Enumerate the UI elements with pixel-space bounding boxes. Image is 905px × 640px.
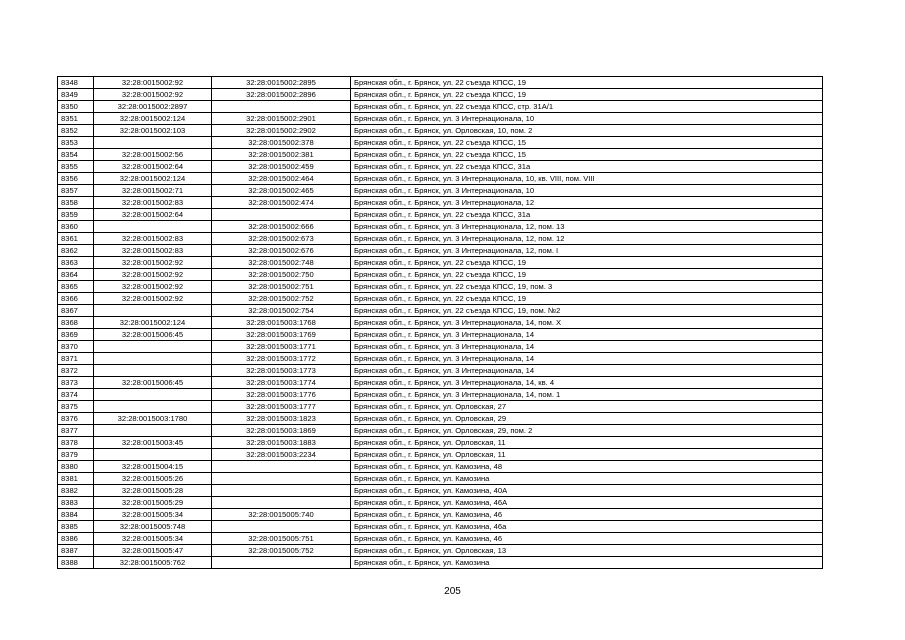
- address-cell: Брянская обл., г. Брянск, ул. 22 съезда КПСС, 31а: [351, 161, 823, 173]
- row-number-cell: 8359: [58, 209, 94, 221]
- cadastral-number-cell: 32:28:0015002:103: [94, 125, 212, 137]
- row-number-cell: 8382: [58, 485, 94, 497]
- address-cell: Брянская обл., г. Брянск, ул. Камозина: [351, 557, 823, 569]
- row-number-cell: 8380: [58, 461, 94, 473]
- address-cell: Брянская обл., г. Брянск, ул. Камозина, 46а: [351, 521, 823, 533]
- address-cell: Брянская обл., г. Брянск, ул. 22 съезда КПСС, 19, пом. 3: [351, 281, 823, 293]
- table-row: [58, 377, 823, 389]
- cadastral-number-cell: 32:28:0015003:45: [94, 437, 212, 449]
- address-cell: Брянская обл., г. Брянск, ул. Орловская, 27: [351, 401, 823, 413]
- table-row: [58, 329, 823, 341]
- address-cell: Брянская обл., г. Брянск, ул. 22 съезда КПСС, 31а: [351, 209, 823, 221]
- row-number-cell: 8383: [58, 497, 94, 509]
- object-cadastral-number-cell: [212, 497, 351, 509]
- table-row: [58, 533, 823, 545]
- object-cadastral-number-cell: 32:28:0015002:464: [212, 173, 351, 185]
- cadastral-number-cell: 32:28:0015005:34: [94, 509, 212, 521]
- row-number-cell: 8366: [58, 293, 94, 305]
- object-cadastral-number-cell: 32:28:0015002:474: [212, 197, 351, 209]
- table-row: [58, 173, 823, 185]
- table-row: [58, 161, 823, 173]
- table-row: [58, 413, 823, 425]
- address-cell: Брянская обл., г. Брянск, ул. 22 съезда КПСС, 19: [351, 257, 823, 269]
- address-cell: Брянская обл., г. Брянск, ул. Камозина, 48: [351, 461, 823, 473]
- table-row: [58, 149, 823, 161]
- table-row: [58, 353, 823, 365]
- row-number-cell: 8361: [58, 233, 94, 245]
- object-cadastral-number-cell: 32:28:0015003:1823: [212, 413, 351, 425]
- table-row: [58, 365, 823, 377]
- cadastral-number-cell: 32:28:0015002:71: [94, 185, 212, 197]
- table-row: [58, 389, 823, 401]
- row-number-cell: 8386: [58, 533, 94, 545]
- table-row: [58, 101, 823, 113]
- registry-table: [57, 76, 823, 569]
- address-cell: Брянская обл., г. Брянск, ул. 3 Интернационала, 12, пом. 12: [351, 233, 823, 245]
- table-row: [58, 89, 823, 101]
- cadastral-number-cell: [94, 389, 212, 401]
- address-cell: Брянская обл., г. Брянск, ул. 22 съезда КПСС, 15: [351, 137, 823, 149]
- row-number-cell: 8367: [58, 305, 94, 317]
- row-number-cell: 8373: [58, 377, 94, 389]
- table-row: [58, 461, 823, 473]
- cadastral-number-cell: 32:28:0015002:83: [94, 233, 212, 245]
- row-number-cell: 8363: [58, 257, 94, 269]
- table-row: [58, 473, 823, 485]
- row-number-cell: 8357: [58, 185, 94, 197]
- table-row: [58, 521, 823, 533]
- object-cadastral-number-cell: 32:28:0015003:2234: [212, 449, 351, 461]
- row-number-cell: 8352: [58, 125, 94, 137]
- address-cell: Брянская обл., г. Брянск, ул. Орловская, 13: [351, 545, 823, 557]
- table-row: [58, 257, 823, 269]
- address-cell: Брянская обл., г. Брянск, ул. Орловская, 29: [351, 413, 823, 425]
- row-number-cell: 8360: [58, 221, 94, 233]
- object-cadastral-number-cell: 32:28:0015002:751: [212, 281, 351, 293]
- table-row: [58, 341, 823, 353]
- row-number-cell: 8350: [58, 101, 94, 113]
- cadastral-number-cell: 32:28:0015006:45: [94, 329, 212, 341]
- object-cadastral-number-cell: 32:28:0015002:752: [212, 293, 351, 305]
- row-number-cell: 8355: [58, 161, 94, 173]
- cadastral-number-cell: 32:28:0015002:124: [94, 113, 212, 125]
- object-cadastral-number-cell: [212, 461, 351, 473]
- cadastral-number-cell: 32:28:0015002:56: [94, 149, 212, 161]
- object-cadastral-number-cell: 32:28:0015003:1777: [212, 401, 351, 413]
- table-row: [58, 77, 823, 89]
- cadastral-number-cell: 32:28:0015005:47: [94, 545, 212, 557]
- row-number-cell: 8351: [58, 113, 94, 125]
- cadastral-number-cell: 32:28:0015002:83: [94, 245, 212, 257]
- object-cadastral-number-cell: 32:28:0015003:1768: [212, 317, 351, 329]
- address-cell: Брянская обл., г. Брянск, ул. 3 Интернационала, 12: [351, 197, 823, 209]
- object-cadastral-number-cell: 32:28:0015005:752: [212, 545, 351, 557]
- table-row: [58, 125, 823, 137]
- table-row: [58, 269, 823, 281]
- row-number-cell: 8368: [58, 317, 94, 329]
- table-row: [58, 197, 823, 209]
- cadastral-number-cell: 32:28:0015002:92: [94, 77, 212, 89]
- table-row: [58, 485, 823, 497]
- row-number-cell: 8358: [58, 197, 94, 209]
- table-row: [58, 557, 823, 569]
- object-cadastral-number-cell: [212, 557, 351, 569]
- object-cadastral-number-cell: 32:28:0015002:2901: [212, 113, 351, 125]
- table-row: [58, 437, 823, 449]
- row-number-cell: 8365: [58, 281, 94, 293]
- cadastral-number-cell: [94, 305, 212, 317]
- cadastral-number-cell: 32:28:0015002:2897: [94, 101, 212, 113]
- object-cadastral-number-cell: 32:28:0015003:1773: [212, 365, 351, 377]
- row-number-cell: 8375: [58, 401, 94, 413]
- row-number-cell: 8374: [58, 389, 94, 401]
- cadastral-number-cell: 32:28:0015004:15: [94, 461, 212, 473]
- row-number-cell: 8376: [58, 413, 94, 425]
- table-row: [58, 425, 823, 437]
- row-number-cell: 8370: [58, 341, 94, 353]
- cadastral-number-cell: 32:28:0015002:92: [94, 257, 212, 269]
- object-cadastral-number-cell: 32:28:0015002:748: [212, 257, 351, 269]
- cadastral-number-cell: [94, 425, 212, 437]
- address-cell: Брянская обл., г. Брянск, ул. Камозина: [351, 473, 823, 485]
- object-cadastral-number-cell: 32:28:0015003:1774: [212, 377, 351, 389]
- row-number-cell: 8381: [58, 473, 94, 485]
- table-row: [58, 509, 823, 521]
- cadastral-number-cell: 32:28:0015003:1780: [94, 413, 212, 425]
- object-cadastral-number-cell: 32:28:0015003:1771: [212, 341, 351, 353]
- row-number-cell: 8378: [58, 437, 94, 449]
- address-cell: Брянская обл., г. Брянск, ул. Камозина, 40А: [351, 485, 823, 497]
- row-number-cell: 8387: [58, 545, 94, 557]
- table-row: [58, 221, 823, 233]
- address-cell: Брянская обл., г. Брянск, ул. Камозина, 46: [351, 533, 823, 545]
- cadastral-number-cell: [94, 353, 212, 365]
- address-cell: Брянская обл., г. Брянск, ул. 22 съезда КПСС, 19: [351, 77, 823, 89]
- table-row: [58, 305, 823, 317]
- table-row: [58, 317, 823, 329]
- address-cell: Брянская обл., г. Брянск, ул. 3 Интернационала, 12, пом. 13: [351, 221, 823, 233]
- address-cell: Брянская обл., г. Брянск, ул. 22 съезда КПСС, 19, пом. №2: [351, 305, 823, 317]
- cadastral-number-cell: 32:28:0015005:29: [94, 497, 212, 509]
- object-cadastral-number-cell: 32:28:0015002:378: [212, 137, 351, 149]
- row-number-cell: 8354: [58, 149, 94, 161]
- address-cell: Брянская обл., г. Брянск, ул. 22 съезда КПСС, 19: [351, 89, 823, 101]
- object-cadastral-number-cell: 32:28:0015005:740: [212, 509, 351, 521]
- address-cell: Брянская обл., г. Брянск, ул. 3 Интернационала, 10: [351, 185, 823, 197]
- address-cell: Брянская обл., г. Брянск, ул. 3 Интернационала, 14, пом. 1: [351, 389, 823, 401]
- cadastral-number-cell: 32:28:0015005:26: [94, 473, 212, 485]
- row-number-cell: 8369: [58, 329, 94, 341]
- cadastral-number-cell: 32:28:0015005:34: [94, 533, 212, 545]
- registry-table-body: [58, 77, 823, 569]
- address-cell: Брянская обл., г. Брянск, ул. 3 Интернационала, 12, пом. I: [351, 245, 823, 257]
- object-cadastral-number-cell: 32:28:0015002:666: [212, 221, 351, 233]
- table-row: [58, 293, 823, 305]
- object-cadastral-number-cell: 32:28:0015002:750: [212, 269, 351, 281]
- table-row: [58, 137, 823, 149]
- object-cadastral-number-cell: 32:28:0015002:381: [212, 149, 351, 161]
- address-cell: Брянская обл., г. Брянск, ул. Камозина, 46: [351, 509, 823, 521]
- address-cell: Брянская обл., г. Брянск, ул. Камозина, 46А: [351, 497, 823, 509]
- cadastral-number-cell: 32:28:0015002:92: [94, 293, 212, 305]
- cadastral-number-cell: 32:28:0015002:83: [94, 197, 212, 209]
- cadastral-number-cell: [94, 449, 212, 461]
- row-number-cell: 8377: [58, 425, 94, 437]
- row-number-cell: 8385: [58, 521, 94, 533]
- cadastral-number-cell: 32:28:0015002:92: [94, 281, 212, 293]
- cadastral-number-cell: 32:28:0015006:45: [94, 377, 212, 389]
- address-cell: Брянская обл., г. Брянск, ул. 3 Интернационала, 14, кв. 4: [351, 377, 823, 389]
- address-cell: Брянская обл., г. Брянск, ул. 3 Интернационала, 10: [351, 113, 823, 125]
- cadastral-number-cell: [94, 221, 212, 233]
- row-number-cell: 8353: [58, 137, 94, 149]
- table-row: [58, 497, 823, 509]
- address-cell: Брянская обл., г. Брянск, ул. Орловская, 29, пом. 2: [351, 425, 823, 437]
- row-number-cell: 8388: [58, 557, 94, 569]
- address-cell: Брянская обл., г. Брянск, ул. 22 съезда КПСС, стр. 31А/1: [351, 101, 823, 113]
- address-cell: Брянская обл., г. Брянск, ул. Орловская, 11: [351, 437, 823, 449]
- cadastral-number-cell: 32:28:0015005:762: [94, 557, 212, 569]
- table-row: [58, 113, 823, 125]
- table-row: [58, 545, 823, 557]
- object-cadastral-number-cell: 32:28:0015002:673: [212, 233, 351, 245]
- row-number-cell: 8348: [58, 77, 94, 89]
- row-number-cell: 8371: [58, 353, 94, 365]
- object-cadastral-number-cell: 32:28:0015003:1772: [212, 353, 351, 365]
- address-cell: Брянская обл., г. Брянск, ул. 22 съезда КПСС, 19: [351, 293, 823, 305]
- cadastral-number-cell: 32:28:0015002:92: [94, 89, 212, 101]
- cadastral-number-cell: 32:28:0015002:92: [94, 269, 212, 281]
- object-cadastral-number-cell: 32:28:0015002:676: [212, 245, 351, 257]
- cadastral-number-cell: [94, 137, 212, 149]
- page-number: 205: [444, 586, 461, 597]
- table-row: [58, 245, 823, 257]
- cadastral-number-cell: 32:28:0015005:748: [94, 521, 212, 533]
- object-cadastral-number-cell: 32:28:0015002:459: [212, 161, 351, 173]
- table-row: [58, 449, 823, 461]
- address-cell: Брянская обл., г. Брянск, ул. 3 Интернационала, 10, кв. VIII, пом. VIII: [351, 173, 823, 185]
- row-number-cell: 8384: [58, 509, 94, 521]
- address-cell: Брянская обл., г. Брянск, ул. 3 Интернационала, 14, пом. X: [351, 317, 823, 329]
- object-cadastral-number-cell: 32:28:0015003:1776: [212, 389, 351, 401]
- object-cadastral-number-cell: [212, 209, 351, 221]
- address-cell: Брянская обл., г. Брянск, ул. 3 Интернационала, 14: [351, 341, 823, 353]
- row-number-cell: 8349: [58, 89, 94, 101]
- table-row: [58, 185, 823, 197]
- table-row: [58, 233, 823, 245]
- cadastral-number-cell: [94, 341, 212, 353]
- cadastral-number-cell: 32:28:0015002:124: [94, 317, 212, 329]
- cadastral-number-cell: [94, 365, 212, 377]
- address-cell: Брянская обл., г. Брянск, ул. Орловская, 11: [351, 449, 823, 461]
- object-cadastral-number-cell: [212, 485, 351, 497]
- row-number-cell: 8372: [58, 365, 94, 377]
- row-number-cell: 8379: [58, 449, 94, 461]
- table-row: [58, 281, 823, 293]
- object-cadastral-number-cell: [212, 521, 351, 533]
- cadastral-number-cell: 32:28:0015002:64: [94, 161, 212, 173]
- object-cadastral-number-cell: [212, 473, 351, 485]
- object-cadastral-number-cell: 32:28:0015002:2902: [212, 125, 351, 137]
- table-row: [58, 401, 823, 413]
- address-cell: Брянская обл., г. Брянск, ул. 3 Интернационала, 14: [351, 329, 823, 341]
- address-cell: Брянская обл., г. Брянск, ул. 3 Интернационала, 14: [351, 365, 823, 377]
- address-cell: Брянская обл., г. Брянск, ул. 22 съезда КПСС, 15: [351, 149, 823, 161]
- address-cell: Брянская обл., г. Брянск, ул. 3 Интернационала, 14: [351, 353, 823, 365]
- row-number-cell: 8362: [58, 245, 94, 257]
- object-cadastral-number-cell: 32:28:0015003:1769: [212, 329, 351, 341]
- object-cadastral-number-cell: [212, 101, 351, 113]
- row-number-cell: 8356: [58, 173, 94, 185]
- object-cadastral-number-cell: 32:28:0015002:465: [212, 185, 351, 197]
- cadastral-number-cell: [94, 401, 212, 413]
- object-cadastral-number-cell: 32:28:0015003:1883: [212, 437, 351, 449]
- table-row: [58, 209, 823, 221]
- object-cadastral-number-cell: 32:28:0015003:1869: [212, 425, 351, 437]
- object-cadastral-number-cell: 32:28:0015005:751: [212, 533, 351, 545]
- cadastral-number-cell: 32:28:0015002:64: [94, 209, 212, 221]
- address-cell: Брянская обл., г. Брянск, ул. 22 съезда КПСС, 19: [351, 269, 823, 281]
- cadastral-number-cell: 32:28:0015005:28: [94, 485, 212, 497]
- address-cell: Брянская обл., г. Брянск, ул. Орловская, 10, пом. 2: [351, 125, 823, 137]
- cadastral-number-cell: 32:28:0015002:124: [94, 173, 212, 185]
- object-cadastral-number-cell: 32:28:0015002:2896: [212, 89, 351, 101]
- object-cadastral-number-cell: 32:28:0015002:754: [212, 305, 351, 317]
- object-cadastral-number-cell: 32:28:0015002:2895: [212, 77, 351, 89]
- row-number-cell: 8364: [58, 269, 94, 281]
